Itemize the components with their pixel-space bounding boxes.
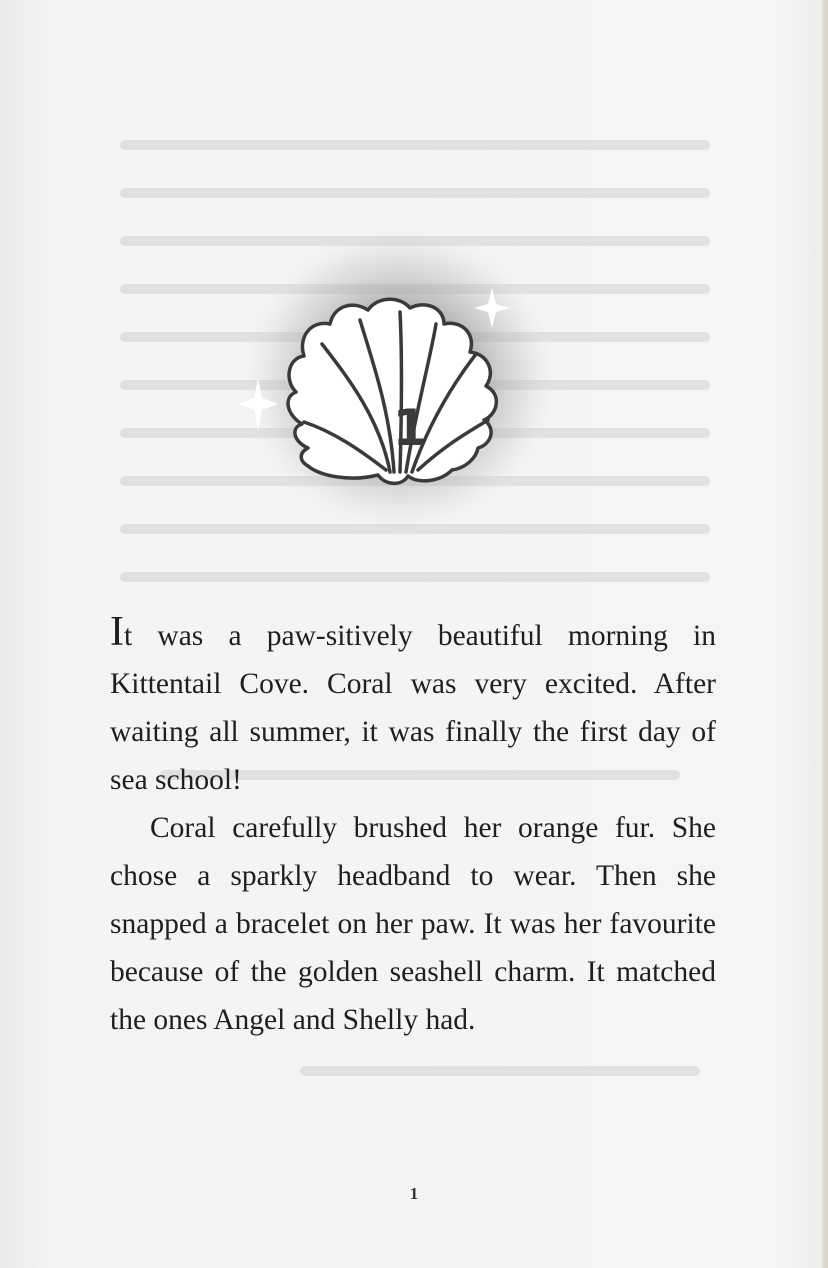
story-paragraph	[110, 804, 716, 1044]
chapter-number: 1	[392, 399, 428, 457]
paragraph-text: t was a paw-sitively beautiful morning in Kittentail Cove. Coral was very excited. After waiting all summer, it was finally the first day of sea school!	[110, 620, 716, 796]
page-edge	[822, 0, 828, 1268]
chapter-emblem	[230, 220, 570, 570]
paragraph-text: Coral carefully brushed her orange fur. She chose a sparkly headband to wear. Then she snapped a bracelet on her paw. It was her favourite because of the golden seashell charm. It matched the ones Angel and Shelly had.	[110, 812, 716, 1036]
story-paragraph	[110, 609, 716, 804]
story-text	[110, 609, 716, 1044]
drop-cap: I	[110, 609, 124, 655]
page-number: 1	[409, 1184, 419, 1203]
